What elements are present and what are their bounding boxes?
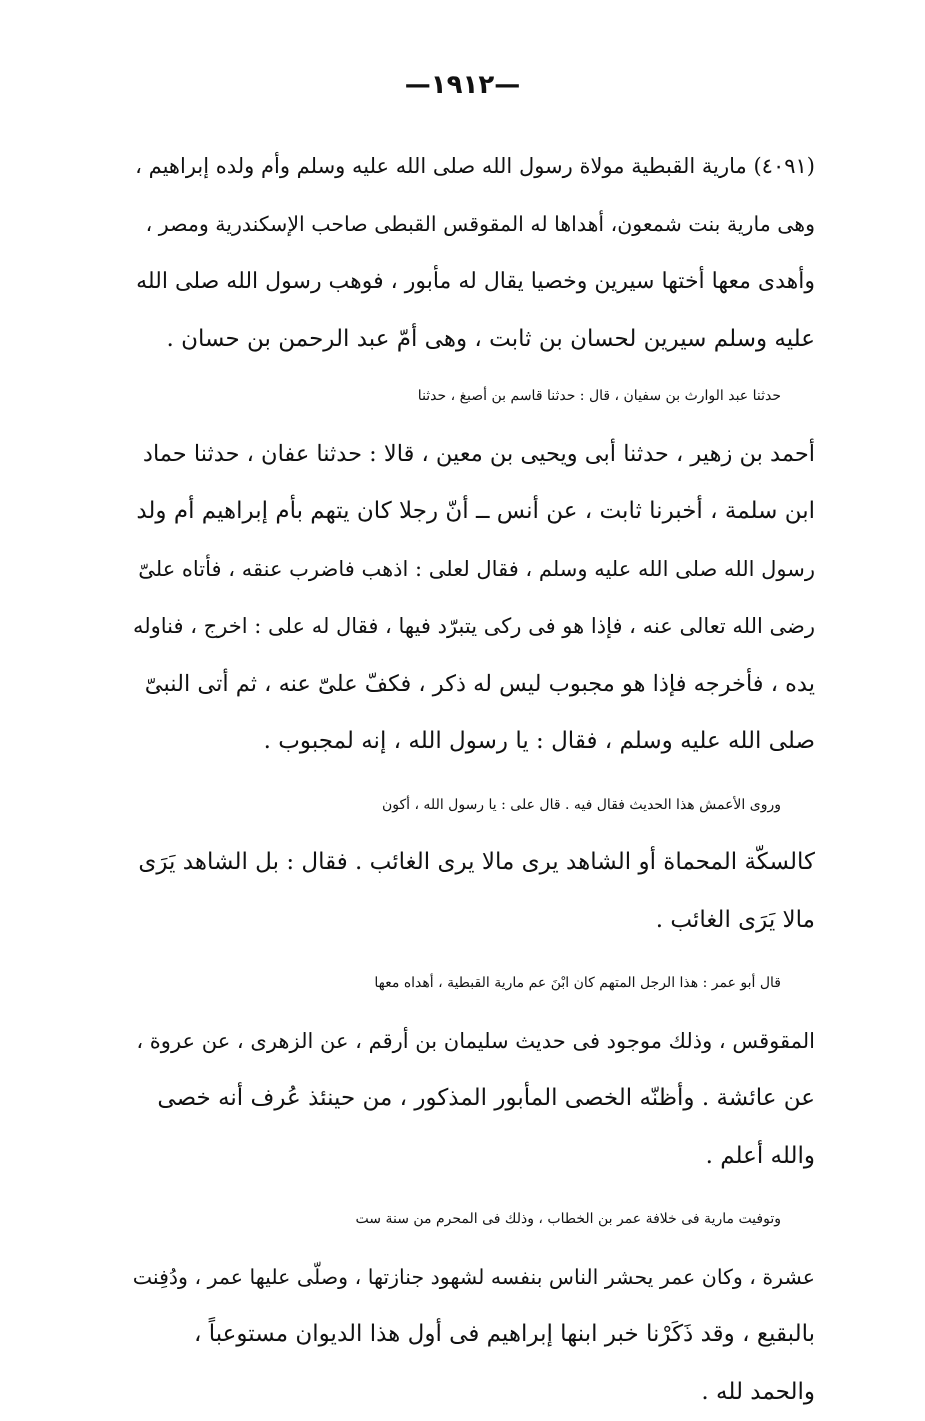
paragraph-entry-4091 [132, 138, 815, 368]
page-number: —١٩١٢— [0, 70, 925, 100]
text-line: عن عائشة . وأظنّه الخصى المأبور المذكور ، من حينئذ عُرف أنه خصى [132, 1070, 815, 1128]
text-line: عليه وسلم سيرين لحسان بن ثابت ، وهى أمّ عبد الرحمن بن حسان . [132, 311, 815, 369]
paragraph-hadith-chain [132, 368, 815, 771]
paragraph-death [132, 1191, 815, 1421]
text-line: قال أبو عمر : هذا الرجل المتهم كان ابْنَ عم مارية القبطية ، أهداه معها [132, 955, 815, 1013]
text-line: رسول الله صلى الله عليه وسلم ، فقال لعلى : اذهب فاضرب عنقه ، فأتاه علىّ [132, 541, 815, 599]
text-line: وتوفيت مارية فى خلافة عمر بن الخطاب ، وذلك فى المحرم من سنة ست [132, 1191, 815, 1249]
text-line: وأهدى معها أختها سيرين وخصيا يقال له مأبور ، فوهب رسول الله صلى الله [132, 253, 815, 311]
text-line: كالسكّة المحماة أو الشاهد يرى مالا يرى الغائب . فقال : بل الشاهد يَرَى [132, 834, 815, 892]
text-line: (٤٠٩١) مارية القبطية مولاة رسول الله صلى الله عليه وسلم وأم ولده إبراهيم ، [132, 138, 815, 196]
text-line: يده ، فأخرجه فإذا هو مجبوب ليس له ذكر ، فكفّ علىّ عنه ، ثم أتى النبىّ [132, 656, 815, 714]
paragraph-amash-narration [132, 777, 815, 950]
text-line: رضى الله تعالى عنه ، فإذا هو فى ركى يتبرّد فيها ، فقال له على : اخرج ، فناوله [132, 598, 815, 656]
text-line: صلى الله عليه وسلم ، فقال : يا رسول الله ، إنه لمجبوب . [132, 713, 815, 771]
text-line: المقوقس ، وذلك موجود فى حديث سليمان بن أرقم ، عن الزهرى ، عن عروة ، [132, 1013, 815, 1071]
text-line: والحمد لله . [132, 1364, 815, 1421]
text-line: مالا يَرَى الغائب . [132, 892, 815, 950]
page-body [132, 138, 815, 1421]
paragraph-abu-umar [132, 955, 815, 1185]
text-line: أحمد بن زهير ، حدثنا أبى ويحيى بن معين ، قالا : حدثنا عفان ، حدثنا حماد [132, 426, 815, 484]
text-line: بالبقيع ، وقد ذَكَرْنا خبر ابنها إبراهيم فى أول هذا الديوان مستوعباً ، [132, 1306, 815, 1364]
text-line: وهى مارية بنت شمعون، أهداها له المقوقس القبطى صاحب الإسكندرية ومصر ، [132, 196, 815, 254]
text-line: عشرة ، وكان عمر يحشر الناس بنفسه لشهود جنازتها ، وصلّى عليها عمر ، ودُفِنت [132, 1249, 815, 1307]
text-line: والله أعلم . [132, 1128, 815, 1186]
text-line: حدثنا عبد الوارث بن سفيان ، قال : حدثنا قاسم بن أصبغ ، حدثنا [132, 368, 815, 426]
text-line: وروى الأعمش هذا الحديث فقال فيه . قال على : يا رسول الله ، أكون [132, 777, 815, 835]
text-line: ابن سلمة ، أخبرنا ثابت ، عن أنس ــ أنّ رجلا كان يتهم بأم إبراهيم أم ولد [132, 483, 815, 541]
